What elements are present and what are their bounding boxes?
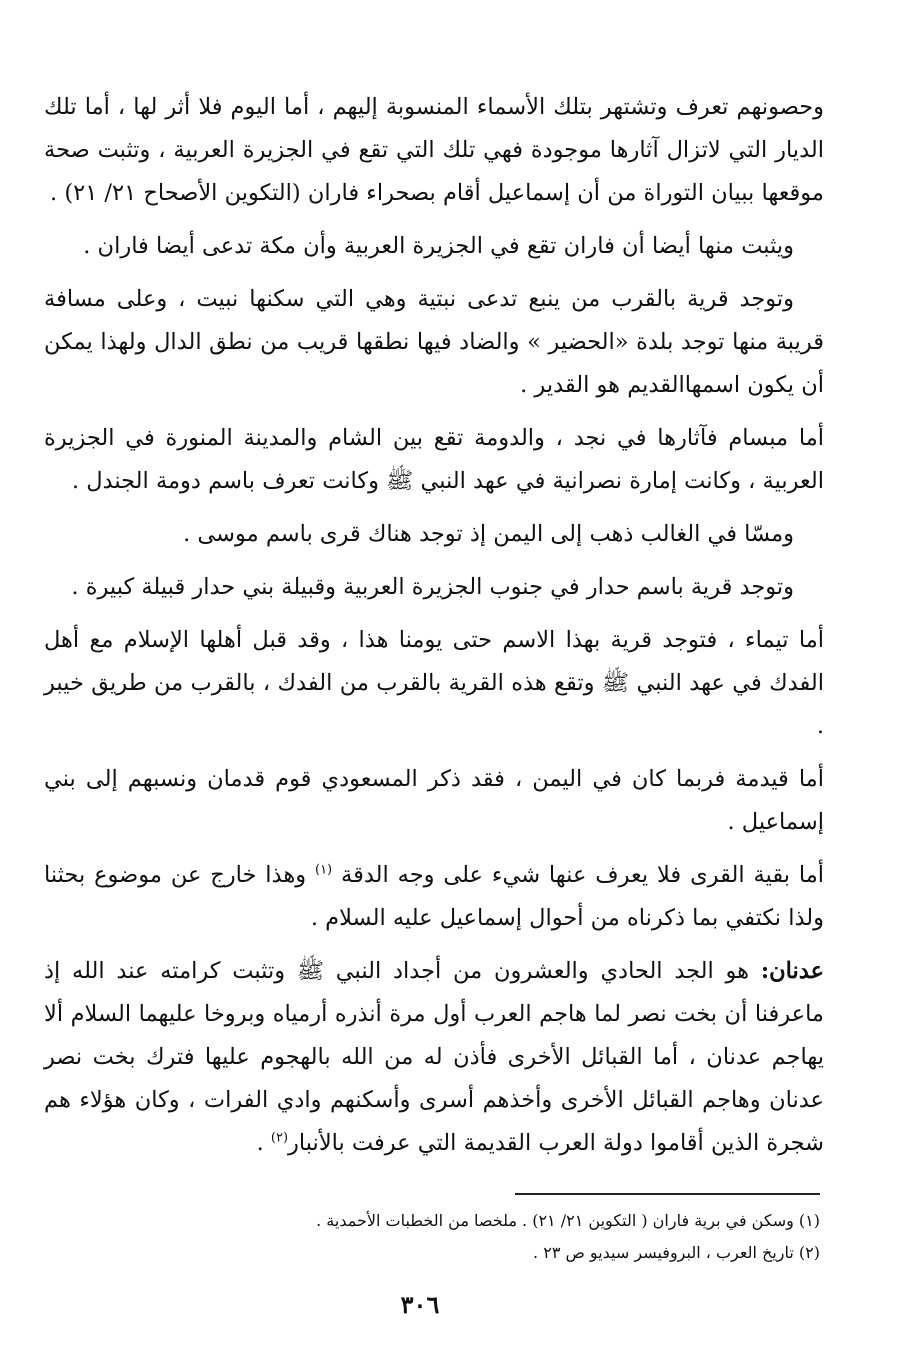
- footnote-1: (١) وسكن في برية فاران ( التكوين ٢١/ ٢١) . ملخصا من الخطبات الأحمدية .: [316, 1211, 820, 1230]
- paragraph-mibsam: أما مبسام فآثارها في نجد ، والدومة تقع بين الشام والمدينة المنورة في الجزيرة العربية ، وكانت إمارة نصرانية في عهد النبي ﷺ وكانت تعرف باسم دومة الجندل .: [44, 425, 824, 494]
- paragraph-qaydama: أما قيدمة فربما كان في اليمن ، فقد ذكر المسعودي قوم قدمان ونسبهم إلى بني إسماعيل .: [44, 766, 824, 835]
- paragraph-diyar: وحصونهم تعرف وتشتهر بتلك الأسماء المنسوبة إليهم ، أما اليوم فلا أثر لها ، أما تلك الديار التي لاتزال آثارها موجودة فهي تلك التي تقع في الجزيرة العربية ، وتثبت صحة موقعها ببيان التوراة من أن إسماعيل أقام بصحراء فاران (التكوين الأصحاح ٢١/ ٢١) .: [44, 94, 824, 206]
- paragraph-text: وهذا خارج عن موضوع بحثنا ولذا نكتفي بما ذكرناه من أحوال إسماعيل عليه السلام .: [44, 862, 824, 931]
- paragraph-remaining-villages: [44, 854, 824, 940]
- paragraph-text: أما بقية القرى فلا يعرف عنها شيء على وجه الدقة: [341, 862, 824, 888]
- paragraph-hadar: وتوجد قرية باسم حدار في جنوب الجزيرة العربية وقبيلة بني حدار قبيلة كبيرة .: [71, 574, 794, 600]
- paragraph-text: .: [256, 1130, 264, 1156]
- footnote-reference-2[interactable]: (٢): [270, 1130, 289, 1146]
- paragraph-faran: ويثبت منها أيضا أن فاران تقع في الجزيرة العربية وأن مكة تدعى أيضا فاران .: [83, 233, 794, 259]
- paragraph-text: هو الجد الحادي والعشرون من أجداد النبي ﷺ وتثبت كرامته عند الله إذ ماعرفنا أن بخت نصر لما هاجم العرب أول مرة أنذره أرمياه وبروخا عليهما السلام ألا يهاجم عدنان ، أما القبائل الأخرى فأذن له من الله بالهجوم عليها فترك بخت نصر عدنان وهاجم القبائل الأخرى وأخذهم أسرى وأسكنهم وادي الفرات ، وكان هؤلاء هم شجرة الذين أقاموا دولة العرب القديمة التي عرفت بالأنبار: [44, 958, 824, 1156]
- paragraph-adnan: [44, 950, 824, 1165]
- footnote-2: (٢) تاريخ العرب ، البروفيسر سيديو ص ٢٣ .: [533, 1243, 820, 1262]
- footnotes: [190, 1205, 820, 1269]
- page-number: ٣٠٦: [400, 1290, 440, 1319]
- footnote-divider: [515, 1193, 820, 1195]
- footnote-reference-1[interactable]: (١): [314, 862, 333, 878]
- page-body: [44, 86, 824, 1175]
- paragraph-massa: ومسّا في الغالب ذهب إلى اليمن إذ توجد هناك قرى باسم موسى .: [183, 521, 794, 547]
- term-adnan: عدنان:: [760, 958, 824, 984]
- paragraph-nabatiya: وتوجد قرية بالقرب من ينبع تدعى نبتية وهي التي سكنها نبيت ، وعلى مسافة قريبة منها توجد بلدة «الحضير » والضاد فيها نطقها قريب من نطق الدال ولهذا يمكن أن يكون اسمهاالقديم هو القدير .: [44, 286, 824, 398]
- paragraph-tayma: أما تيماء ، فتوجد قرية بهذا الاسم حتى يومنا هذا ، وقد قبل أهلها الإسلام مع أهل الفدك في عهد النبي ﷺ وتقع هذه القرية بالقرب من الفدك ، بالقرب من طريق خيبر .: [44, 627, 824, 739]
